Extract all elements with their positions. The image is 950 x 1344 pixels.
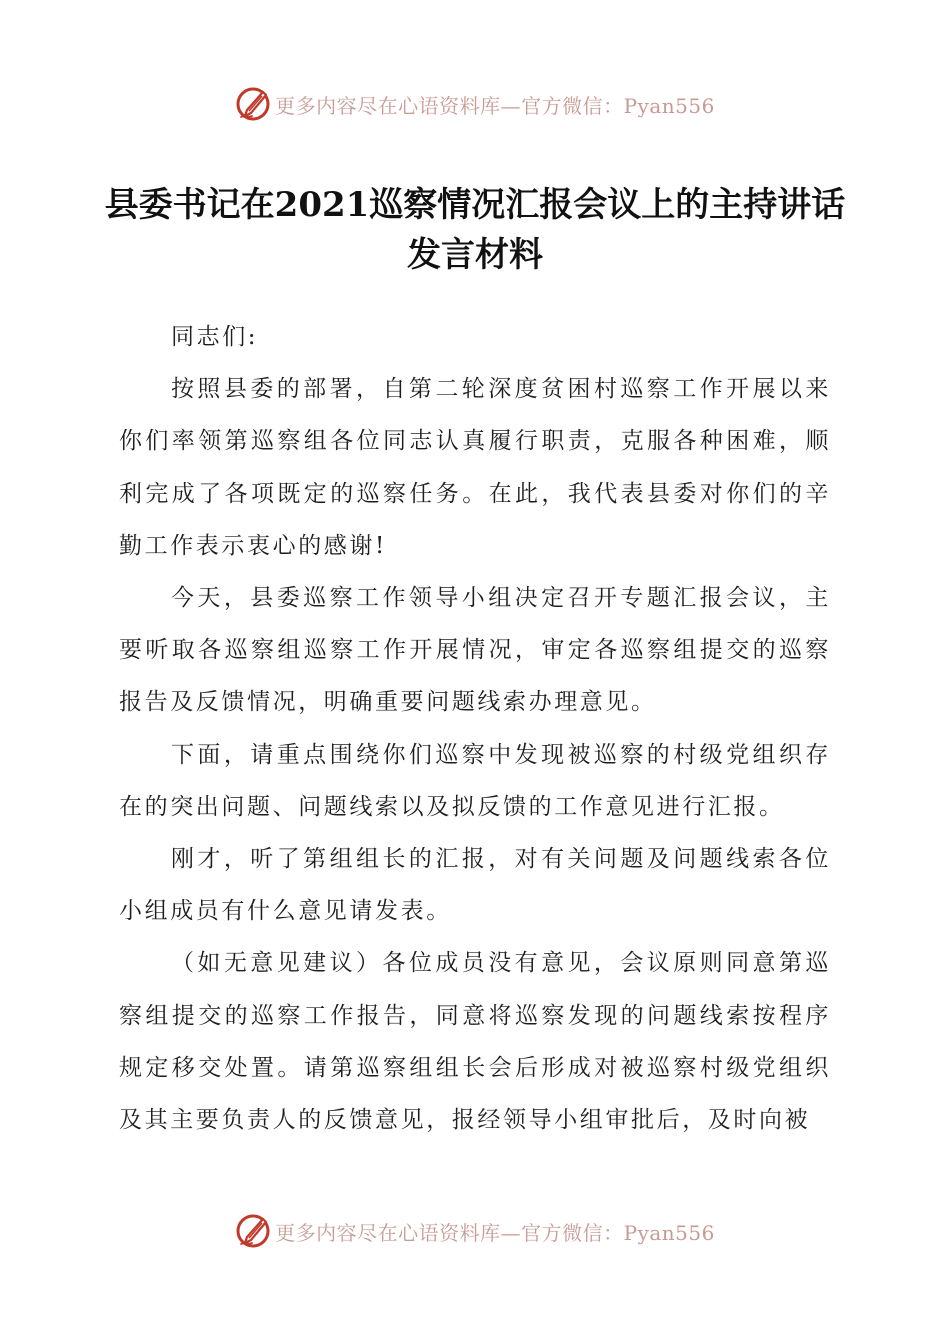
body-paragraph: 按照县委的部署，自第二轮深度贫困村巡察工作开展以来你们率领第巡察组各位同志认真履行职责，克服各种困难，顺利完成了各项既定的巡察任务。在此，我代表县委对你们的辛勤工作表示衷心的感谢! xyxy=(119,376,831,559)
body-paragraph: 下面，请重点围绕你们巡察中发现被巡察的村级党组织存在的突出问题、问题线索以及拟反馈的工作意见进行汇报。 xyxy=(119,741,831,820)
watermark-text: 更多内容尽在心语资料库—官方微信：Pyan556 xyxy=(275,1220,715,1245)
footer-watermark xyxy=(0,1211,950,1251)
document-title: 县委书记在2021巡察情况汇报会议上的主持讲话发言材料 xyxy=(104,185,846,275)
body-paragraph: 今天，县委巡察工作领导小组决定召开专题汇报会议，主要听取各巡察组巡察工作开展情况，审定各巡察组提交的巡察报告及反馈情况，明确重要问题线索办理意见。 xyxy=(119,585,831,716)
watermark-text: 更多内容尽在心语资料库—官方微信：Pyan556 xyxy=(275,93,715,118)
salutation: 同志们: xyxy=(171,324,259,350)
body-paragraph: （如无意见建议）各位成员没有意见，会议原则同意第巡察组提交的巡察工作报告，同意将巡察发现的问题线索按程序规定移交处置。请第巡察组组长会后形成对被巡察村级党组织及其主要负责人的反馈意见，报经领导小组审批后，及时向被 xyxy=(119,950,831,1134)
quill-pen-circle-icon xyxy=(235,1213,271,1249)
body-paragraph: 刚才，听了第组组长的汇报，对有关问题及问题线索各位小组成员有什么意见请发表。 xyxy=(119,846,831,925)
quill-pen-circle-icon xyxy=(235,86,271,122)
header-watermark xyxy=(0,84,950,124)
document-body xyxy=(119,311,831,1146)
